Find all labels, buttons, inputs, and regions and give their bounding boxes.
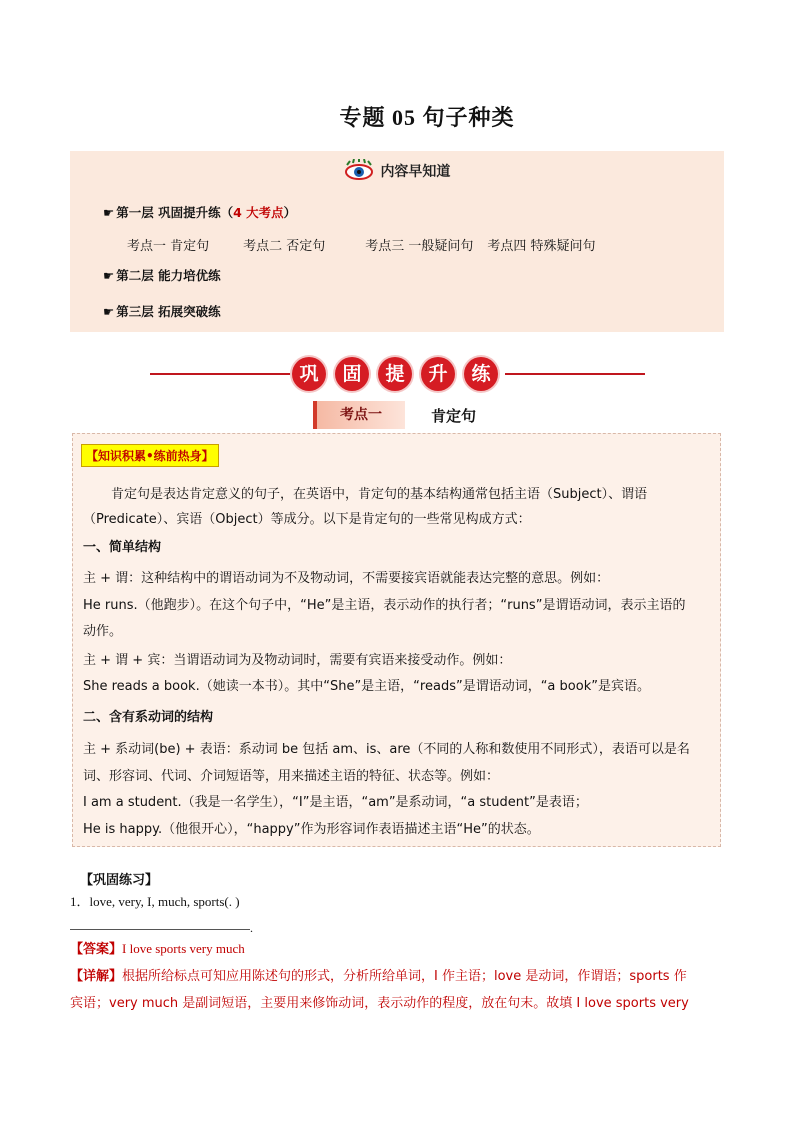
banner-char: 提 bbox=[378, 357, 412, 391]
banner-char: 升 bbox=[421, 357, 455, 391]
knowledge-intro-2: （Predicate）、宾语（Object）等成分。以下是肯定句的一些常见构成方式： bbox=[83, 512, 531, 527]
banner-line-right bbox=[505, 373, 645, 375]
practice-heading: 【巩固练习】 bbox=[80, 873, 159, 888]
level-3: ☛ 第三层 拓展突破练 bbox=[103, 304, 221, 319]
pointing-hand-icon: ☛ bbox=[103, 205, 115, 220]
pointing-hand-icon: ☛ bbox=[103, 304, 115, 319]
banner-char: 练 bbox=[464, 357, 498, 391]
knowledge-paragraph: 主 + 谓：这种结构中的谓语动词为不及物动词，不需要接宾语就能表达完整的意思。例如： bbox=[83, 571, 610, 586]
knowledge-paragraph: 主 + 系动词(be) + 表语：系动词 be 包括 am、is、are（不同的人称和数使用不同形式），表语可以是名 bbox=[83, 742, 690, 757]
key-point-2: 考点二 否定句 bbox=[243, 239, 326, 254]
banner-char: 固 bbox=[335, 357, 369, 391]
key-point-4: 考点四 特殊疑问句 bbox=[487, 239, 596, 254]
knowledge-paragraph: 主 + 谓 + 宾：当谓语动词为及物动词时，需要有宾语来接受动作。例如： bbox=[83, 653, 512, 668]
knowledge-intro-1: 肯定句是表达肯定意义的句子，在英语中，肯定句的基本结构通常包括主语（Subject）、谓语 bbox=[111, 487, 648, 502]
eye-icon bbox=[344, 159, 374, 185]
knowledge-paragraph: 词、形容词、代词、介词短语等，用来描述主语的特征、状态等。例如： bbox=[83, 769, 500, 784]
pointing-hand-icon: ☛ bbox=[103, 268, 115, 283]
answer-blank[interactable] bbox=[70, 929, 250, 930]
knowledge-paragraph: 动作。 bbox=[83, 624, 123, 639]
knowledge-heading-2: 二、含有系动词的结构 bbox=[83, 710, 214, 725]
knowledge-heading-1: 一、简单结构 bbox=[83, 540, 162, 555]
level-1: ☛ 第一层 巩固提升练（4 大考点） bbox=[103, 205, 297, 220]
key-points-row bbox=[127, 235, 596, 254]
key-point-3: 考点三 一般疑问句 bbox=[365, 239, 474, 254]
detail-line-2: 宾语；very much 是副词短语，主要用来修饰动词，表示动作的程度，放在句末。故填 I love sports very bbox=[70, 996, 689, 1011]
knowledge-paragraph: He runs.（他跑步）。在这个句子中，“He”是主语，表示动作的执行者；“runs”是谓语动词，表示主语的 bbox=[83, 598, 686, 613]
question-1: 1．love, very, I, much, sports(. ) bbox=[70, 894, 240, 909]
detail-line-1 bbox=[70, 964, 687, 990]
level-2: ☛ 第二层 能力培优练 bbox=[103, 268, 221, 283]
knowledge-box bbox=[72, 433, 721, 847]
answer-label: 【答案】 bbox=[70, 942, 123, 957]
overview-header bbox=[70, 159, 724, 185]
banner-line-left bbox=[150, 373, 290, 375]
knowledge-paragraph: She reads a book.（她读一本书）。其中“She”是主语，“reads”是谓语动词，“a book”是宾语。 bbox=[83, 679, 650, 694]
answer-text: I love sports very much bbox=[122, 941, 245, 956]
knowledge-tag: 【知识积累•练前热身】 bbox=[81, 444, 219, 467]
section-tab: 考点一 bbox=[313, 401, 405, 429]
overview-box bbox=[70, 151, 724, 332]
page-title: 专题 05 句子种类 bbox=[339, 105, 515, 130]
knowledge-paragraph: I am a student.（我是一名学生），“I”是主语，“am”是系动词，“a student”是表语； bbox=[83, 795, 588, 810]
answer-blank-period: . bbox=[250, 921, 253, 935]
overview-header-text: 内容早知道 bbox=[380, 164, 451, 180]
knowledge-paragraph: He is happy.（他很开心），“happy”作为形容词作表语描述主语“He”的状态。 bbox=[83, 822, 540, 837]
key-point-1: 考点一 肯定句 bbox=[127, 239, 210, 254]
detail-text-1: 根据所给标点可知应用陈述句的形式，分析所给单词，I 作主语；love 是动词，作谓语；sports 作 bbox=[122, 969, 687, 984]
banner-char: 巩 bbox=[292, 357, 326, 391]
section-title: 肯定句 bbox=[431, 407, 477, 425]
level-1-count: 4 大考点 bbox=[233, 205, 284, 220]
detail-label: 【详解】 bbox=[70, 969, 123, 984]
answer-line bbox=[70, 936, 245, 963]
